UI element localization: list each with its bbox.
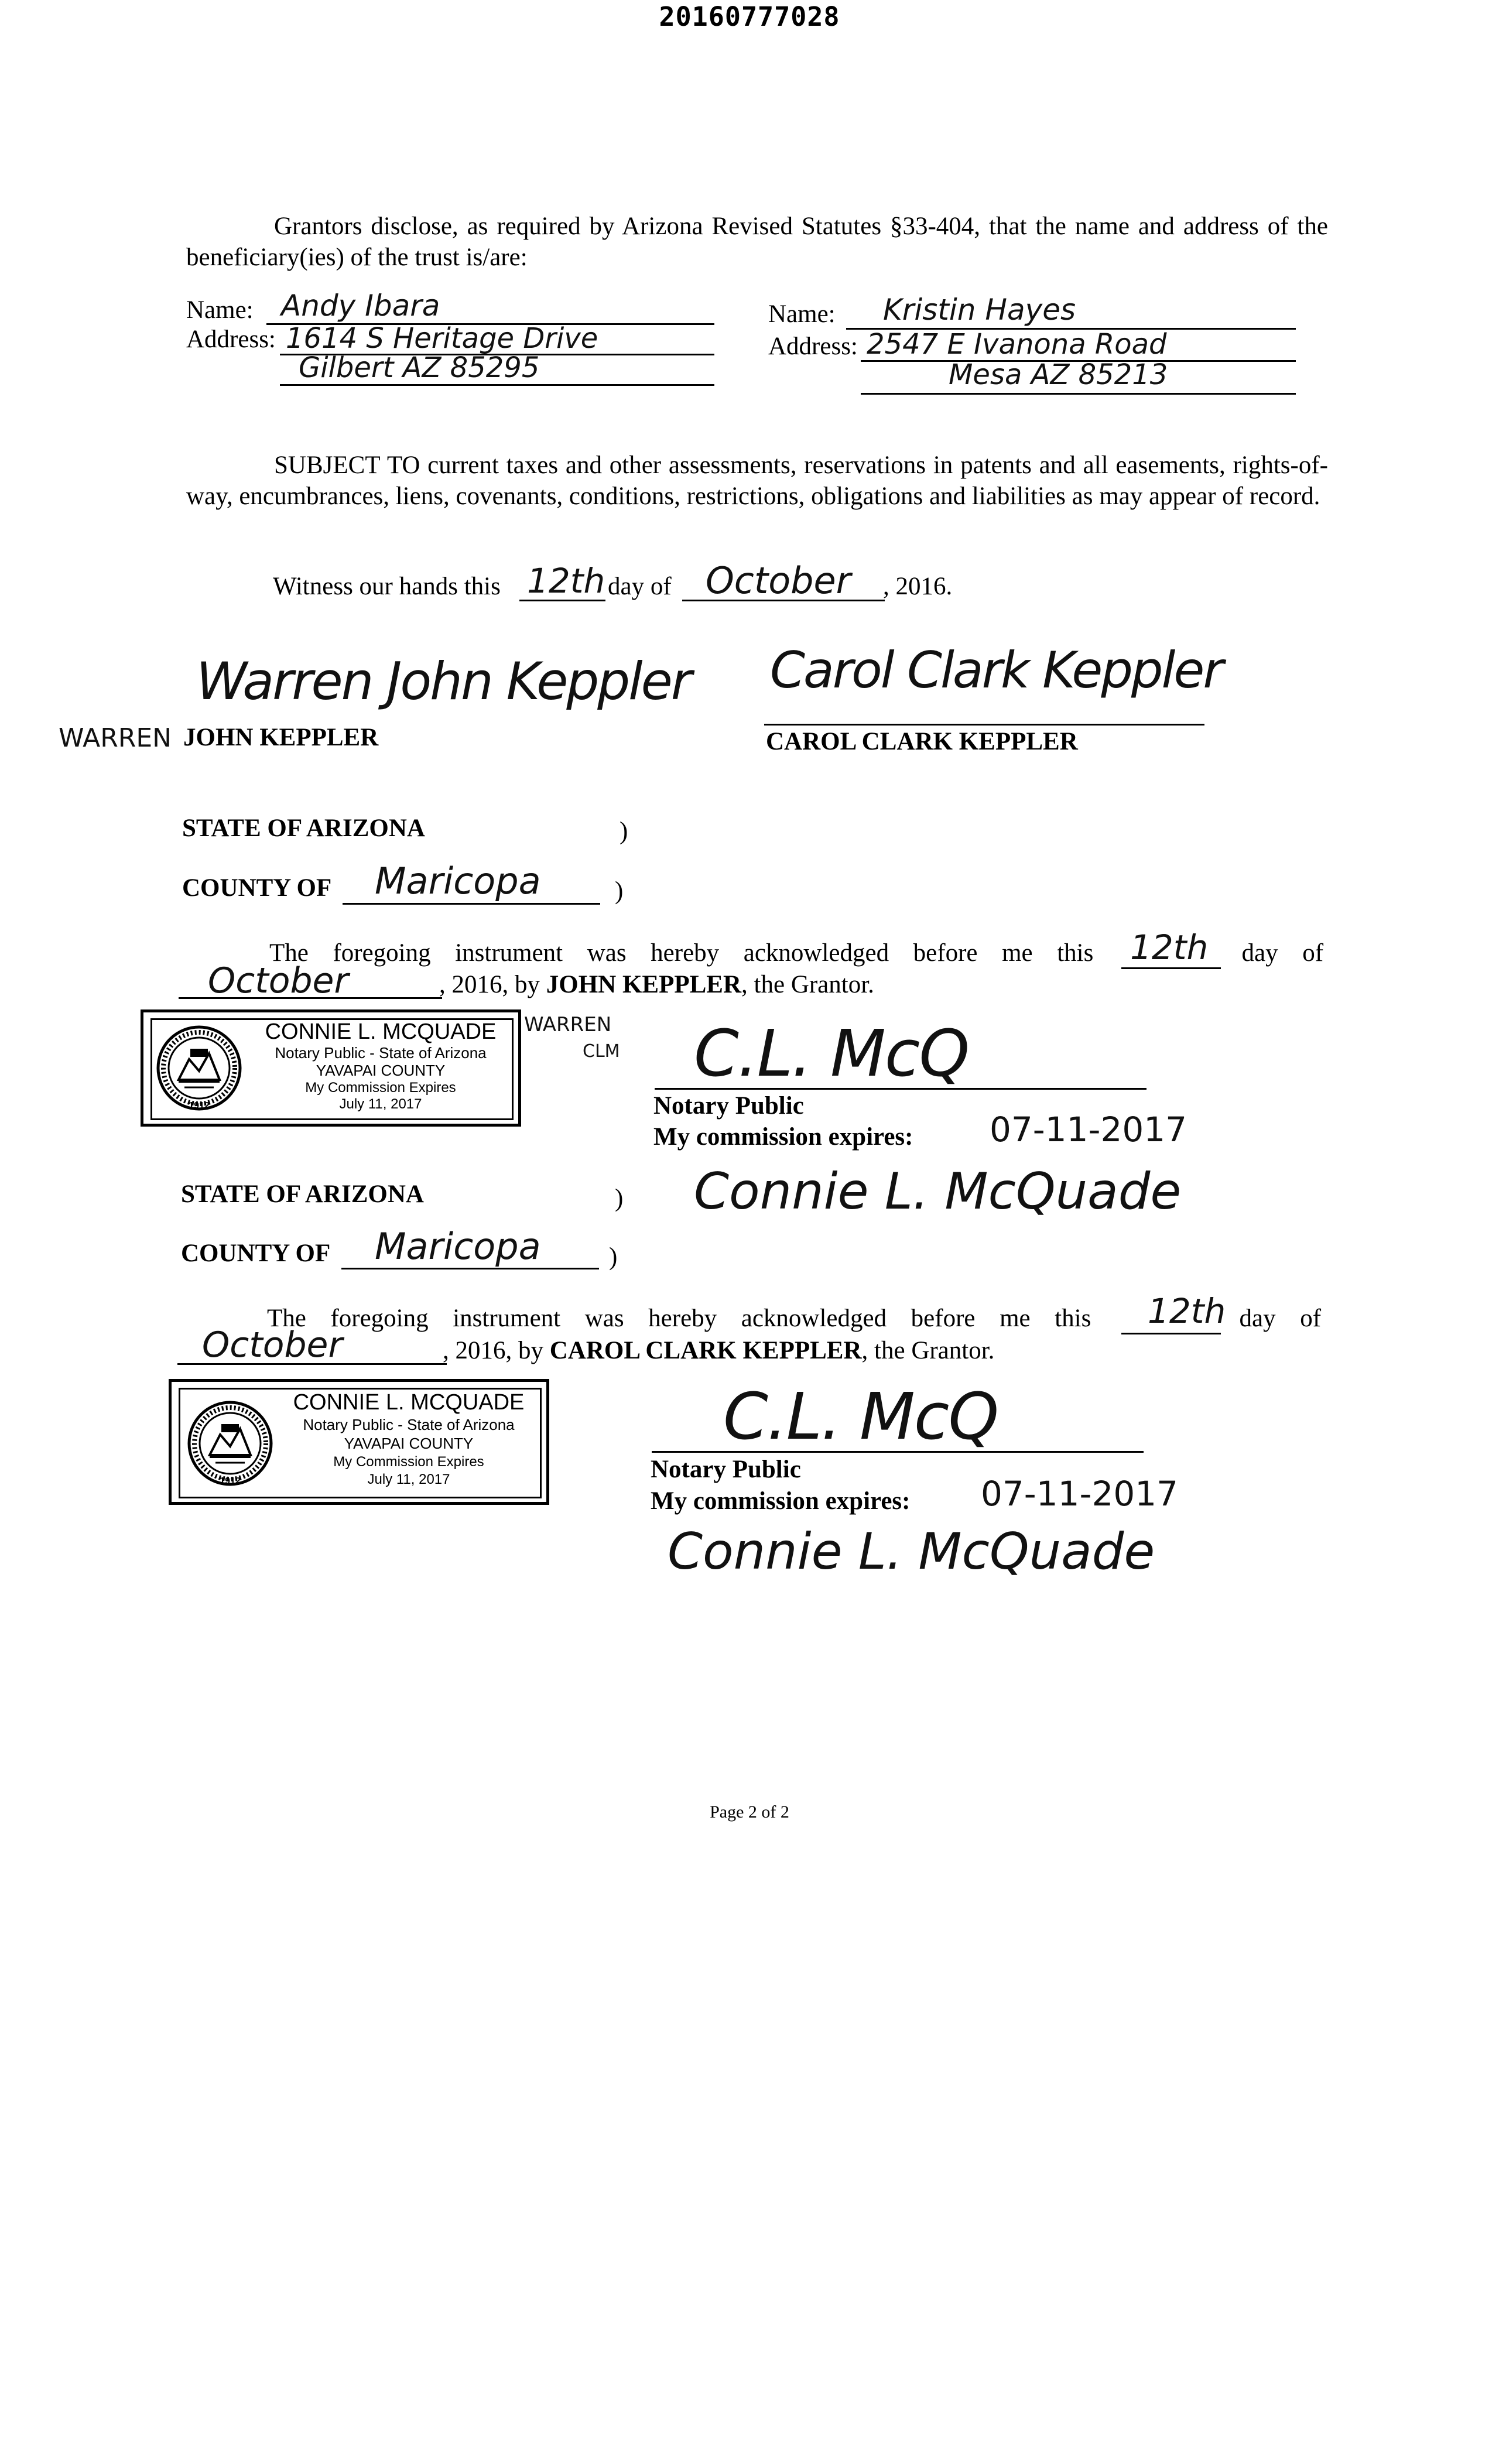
ack2-county-paren: ): [609, 1243, 618, 1271]
witness-prefix: Witness our hands this: [273, 573, 501, 600]
witness-day-of: day of: [608, 573, 672, 600]
subject-to-text: SUBJECT TO current taxes and other assessments, reservations in patents and all easements, rights-of-way, encumbrances, liens, covenants, conditions, restrictions, obligations and liabilities as may appear of record.: [186, 451, 1328, 510]
ack2-state-label: STATE OF ARIZONA: [181, 1180, 424, 1208]
grantor-1-annotation: WARREN: [59, 723, 172, 753]
ack1-month-handwritten: October: [208, 960, 349, 1001]
notary-stamp-1: [141, 1009, 521, 1127]
beneficiary-2-name-handwritten: Kristin Hayes: [883, 293, 1076, 327]
ack2-county-label: COUNTY OF: [181, 1240, 331, 1267]
ack1-day-handwritten: 12th: [1130, 928, 1209, 967]
ack1-annotation: WARREN: [524, 1013, 612, 1036]
ack1-annotation-initials: CLM: [583, 1041, 620, 1062]
beneficiary-1-address-2-handwritten: Gilbert AZ 85295: [299, 351, 540, 384]
ack1-notary-line: [655, 1088, 1147, 1090]
ack2-grantor: CAROL CLARK KEPPLER: [549, 1337, 862, 1364]
ack1-text-start: The foregoing instrument was hereby acknowledged before me this: [269, 939, 1094, 967]
ack2-county-line: [341, 1268, 599, 1269]
notary-stamp-1-line4: July 11, 2017: [339, 1096, 422, 1112]
ack1-county-line: [343, 903, 600, 905]
ack2-text-end: , the Grantor.: [861, 1337, 995, 1364]
ack1-state-paren: ): [620, 817, 628, 845]
ack1-text-end: , the Grantor.: [741, 971, 874, 998]
ack1-notary-printed-name: Connie L. McQuade: [694, 1162, 1182, 1221]
beneficiary-1-address-label: Address:: [186, 326, 276, 353]
subject-to-paragraph: [186, 450, 1328, 512]
witness-month-handwritten: October: [706, 559, 851, 602]
ack1-commission-label: My commission expires:: [653, 1123, 913, 1151]
notary-stamp-1-line1: Notary Public - State of Arizona: [275, 1044, 487, 1062]
ack1-day-line: [1121, 967, 1221, 969]
ack1-commission-handwritten: 07-11-2017: [990, 1110, 1187, 1149]
notary-stamp-2-line4: July 11, 2017: [367, 1471, 450, 1487]
notary-stamp-2-line3: My Commission Expires: [333, 1454, 484, 1470]
ack2-text-start: The foregoing instrument was hereby acknowledged before me this: [267, 1305, 1091, 1332]
notary-seal-1-year: 1912: [189, 1101, 210, 1111]
ack2-commission-handwritten: 07-11-2017: [981, 1474, 1179, 1514]
ack2-notary-signature: C.L. McQ: [723, 1379, 998, 1454]
grantor-2-signature: Carol Clark Keppler: [770, 641, 1222, 700]
notary-stamp-1-line2: YAVAPAI COUNTY: [316, 1062, 446, 1079]
ack1-county-handwritten: Maricopa: [375, 860, 541, 902]
ack2-day-of: day of: [1239, 1305, 1322, 1332]
beneficiary-2-name-label: Name:: [768, 300, 836, 328]
beneficiary-1-name-label: Name:: [186, 296, 254, 324]
ack1-county-label: COUNTY OF: [182, 874, 332, 902]
ack1-notary-label: Notary Public: [653, 1092, 804, 1120]
notary-stamp-2-line1: Notary Public - State of Arizona: [303, 1416, 515, 1433]
beneficiary-2-address-line-2: [861, 393, 1296, 395]
notary-stamp-1-name: CONNIE L. MCQUADE: [265, 1019, 497, 1044]
ack2-day-handwritten: 12th: [1148, 1291, 1226, 1331]
ack1-notary-signature: C.L. McQ: [694, 1016, 968, 1091]
ack2-text-line2: [443, 1335, 994, 1366]
grantor-2-name: CAROL CLARK KEPPLER: [766, 728, 1078, 755]
grantor-1-name: JOHN KEPPLER: [183, 724, 379, 751]
ack1-county-paren: ): [615, 877, 624, 905]
ack1-text-mid: , 2016, by: [439, 971, 540, 998]
beneficiary-2-address-2-handwritten: Mesa AZ 85213: [949, 358, 1168, 391]
ack2-month-handwritten: October: [202, 1325, 343, 1366]
disclosure-paragraph: [186, 211, 1328, 273]
ack2-commission-label: My commission expires:: [651, 1487, 911, 1515]
page-footer: Page 2 of 2: [710, 1802, 789, 1822]
notary-stamp-1-line3: My Commission Expires: [305, 1080, 456, 1096]
witness-day-handwritten: 12th: [527, 561, 605, 601]
ack2-day-line: [1121, 1333, 1221, 1334]
ack2-notary-label: Notary Public: [651, 1456, 801, 1483]
grantor-2-signature-line: [764, 724, 1204, 725]
ack2-notary-printed-name: Connie L. McQuade: [668, 1522, 1155, 1581]
witness-suffix: , 2016.: [883, 573, 953, 600]
recording-number: 20160777028: [659, 1, 840, 32]
ack1-text-line2: [439, 969, 874, 1000]
beneficiary-1-address-1-handwritten: 1614 S Heritage Drive: [286, 322, 598, 355]
ack1-grantor: JOHN KEPPLER: [546, 971, 742, 998]
ack2-county-handwritten: Maricopa: [375, 1225, 541, 1268]
beneficiary-1-name-handwritten: Andy Ibara: [281, 289, 440, 323]
notary-stamp-2-line2: YAVAPAI COUNTY: [344, 1435, 474, 1452]
notary-stamp-2: [169, 1379, 549, 1505]
ack2-text-mid: , 2016, by: [443, 1337, 543, 1364]
notary-seal-2-year: 1912: [220, 1476, 241, 1486]
notary-seal-2-icon: [186, 1399, 274, 1487]
ack2-notary-line: [652, 1451, 1144, 1453]
beneficiary-1-address-line-2: [280, 384, 714, 386]
notary-stamp-2-name: CONNIE L. MCQUADE: [293, 1390, 525, 1415]
disclosure-text: Grantors disclose, as required by Arizona Revised Statutes §33-404, that the name and address of the beneficiary(ies) of the trust is/are:: [186, 213, 1328, 271]
ack2-state-paren: ): [615, 1185, 624, 1212]
ack1-state-label: STATE OF ARIZONA: [182, 815, 425, 842]
notary-seal-1-icon: [155, 1024, 243, 1112]
beneficiary-2-address-label: Address:: [768, 333, 858, 360]
grantor-1-signature: Warren John Keppler: [196, 651, 690, 711]
beneficiary-2-address-1-handwritten: 2547 E Ivanona Road: [867, 328, 1167, 361]
ack1-day-of: day of: [1241, 939, 1324, 967]
